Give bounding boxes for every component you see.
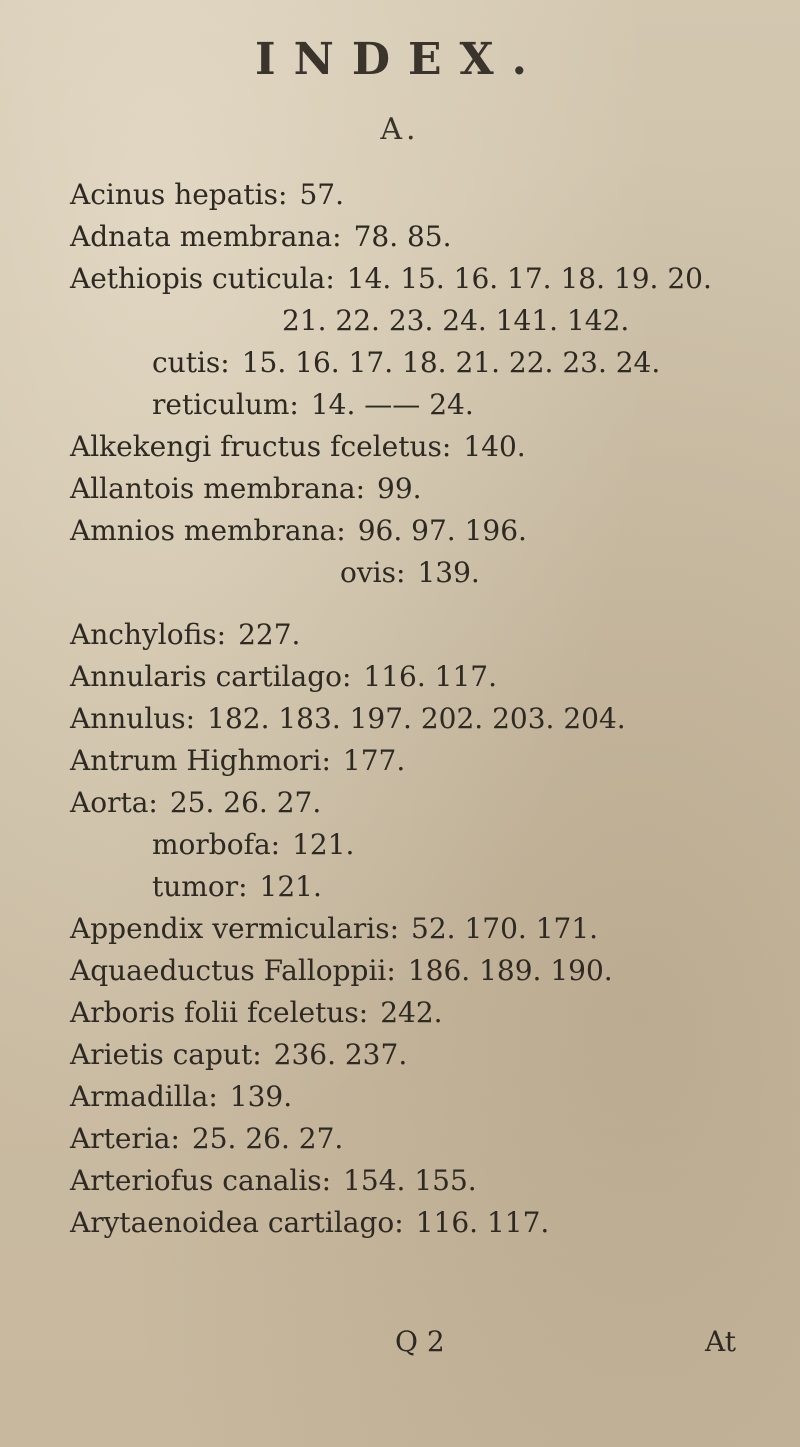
entry-refs: 21. 22. 23. 24. 141. 142. [282,304,630,337]
entry-refs: 186. 189. 190. [407,954,613,987]
index-entry [70,219,452,255]
index-entry [70,513,527,549]
entry-refs: 14. —— 24. [310,388,474,421]
entry-refs: 52. 170. 171. [411,912,599,945]
entry-refs: 14. 15. 16. 17. 18. 19. 20. [346,262,712,295]
index-entry [70,953,613,989]
index-entry [70,429,526,465]
entry-head: Acinus hepatis: [70,178,288,211]
entry-head: Annulus: [70,702,196,735]
entry-head: Aethiopis cuticula: [70,262,335,295]
index-entry [70,1079,292,1115]
entry-refs: 236. 237. [273,1038,408,1071]
index-entry [70,743,405,779]
entry-head: Appendix vermicularis: [70,912,400,945]
entry-head: Arietis caput: [70,1038,262,1071]
entry-refs: 139. [229,1080,293,1113]
index-entry [70,701,626,737]
index-entry [70,1205,549,1241]
entry-head: cutis: [152,346,230,379]
entry-head: Aorta: [70,786,158,819]
index-entry [70,1163,477,1199]
entry-refs: 116. 117. [363,660,498,693]
entry-head: Aquaeductus Falloppii: [70,954,396,987]
entry-refs: 154. 155. [343,1164,477,1197]
entry-head: ovis: [340,556,406,589]
section-letter: A. [380,112,420,147]
index-entry [70,785,321,821]
entry-refs: 116. 117. [415,1206,550,1239]
index-entry [70,617,300,653]
entry-refs: 25. 26. 27. [191,1122,344,1155]
entry-head: Alkekengi fructus fceletus: [70,430,452,463]
entry-refs: 121. [292,828,355,861]
signature-mark: Q 2 [395,1325,445,1358]
index-entry-continuation [270,303,629,339]
index-entry [70,659,497,695]
entry-head: Antrum Highmori: [70,744,331,777]
running-head: INDEX. [255,34,545,85]
index-entry [70,471,422,507]
entry-head: Amnios membrana: [70,514,346,547]
entry-head: Adnata membrana: [70,220,342,253]
entry-refs: 242. [380,996,443,1029]
entry-refs: 99. [377,472,422,505]
entry-head: Arboris folii fceletus: [70,996,369,1029]
index-entry [70,177,344,213]
entry-refs: 78. 85. [353,220,452,253]
entry-head: morbofa: [152,828,281,861]
entry-refs: 25. 26. 27. [169,786,322,819]
entry-head: Allantois membrana: [70,472,366,505]
entry-refs: 227. [238,618,301,651]
index-subentry [152,387,474,423]
index-entry [70,911,598,947]
entry-head: Arteriofus canalis: [70,1164,332,1197]
entry-refs: 139. [417,556,480,589]
index-entry [70,261,712,297]
entry-refs: 96. 97. 196. [357,514,527,547]
entry-head: reticulum: [152,388,299,421]
catchword: At [705,1325,736,1358]
entry-refs: 182. 183. 197. 202. 203. 204. [207,702,626,735]
index-subentry [340,555,480,591]
entry-head: Arytaenoidea cartilago: [70,1206,404,1239]
entry-head: Arteria: [70,1122,180,1155]
entry-refs: 121. [259,870,322,903]
index-subentry [152,869,322,905]
index-entry [70,1037,407,1073]
index-entry [70,995,443,1031]
entry-refs: 140. [463,430,526,463]
entry-head: Annularis cartilago: [70,660,352,693]
entry-refs: 177. [342,744,406,777]
entry-head: Anchylofis: [70,618,227,651]
entry-refs: 57. [299,178,344,211]
entry-refs: 15. 16. 17. 18. 21. 22. 23. 24. [241,346,661,379]
entry-head: tumor: [152,870,248,903]
index-subentry [152,345,660,381]
entry-head: Armadilla: [70,1080,218,1113]
index-subentry [152,827,354,863]
index-entry [70,1121,343,1157]
